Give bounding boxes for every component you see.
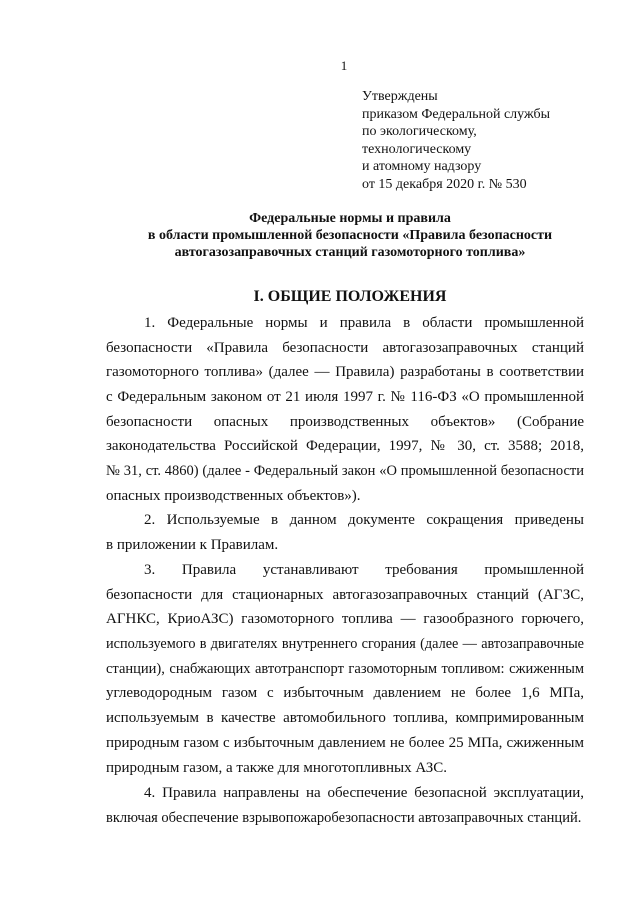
page-number: 1	[340, 58, 348, 73]
approval-line: от 15 декабря 2020 г. № 530	[362, 176, 527, 192]
paragraph-line: станции), снабжающих автотранспорт газомоторным топливом: сжиженным	[106, 660, 584, 677]
section-heading: I. ОБЩИЕ ПОЛОЖЕНИЯ	[253, 288, 447, 305]
paragraph-line: 3. Правила устанавливают требования промышленной	[144, 562, 584, 578]
paragraph-line: с Федеральным законом от 21 июля 1997 г. № 116-ФЗ «О промышленной	[106, 389, 584, 406]
paragraph-line: безопасности для стационарных автогазозаправочных станций (АГЗС,	[106, 586, 584, 603]
paragraph-line: 2. Используемые в данном документе сокращения приведены	[144, 512, 584, 528]
paragraph-line: 1. Федеральные нормы и правила в области промышленной	[144, 315, 584, 331]
paragraph-4	[106, 781, 584, 830]
document-title	[100, 210, 600, 261]
paragraph-line: углеводородным газом с избыточным давлением не более 1,6 МПа,	[106, 685, 584, 702]
paragraph-line: безопасности опасных производственных объектов» (Собрание	[106, 413, 584, 430]
paragraph-line: № 31, ст. 4860) (далее - Федеральный закон «О промышленной безопасности	[106, 463, 584, 480]
approval-line: и атомному надзору	[362, 159, 482, 174]
approval-line: приказом Федеральной службы	[362, 106, 550, 122]
approval-block	[362, 88, 602, 193]
paragraph-line: безопасности «Правила безопасности автогазозаправочных станций	[106, 339, 584, 356]
paragraph-line: используемым в качестве автомобильного топлива, компримированным	[106, 710, 584, 727]
paragraph-line: опасных производственных объектов»).	[106, 487, 361, 504]
approval-line: технологическому	[362, 141, 472, 157]
paragraph-line: АГНКС, КриоАЗС) газомоторного топлива — газообразного горючего,	[106, 611, 584, 628]
paragraph-1	[106, 311, 584, 509]
paragraph-line: 4. Правила направлены на обеспечение безопасной эксплуатации,	[144, 785, 584, 801]
paragraph-line: природным газом, а также для многотопливных АЗС.	[106, 759, 448, 776]
title-line: Федеральные нормы и правила	[249, 211, 451, 226]
approval-line: по экологическому,	[362, 124, 477, 139]
paragraph-line: используемого в двигателях внутреннего сгорания (далее — автозаправочные	[106, 636, 584, 653]
paragraph-line: природным газом с избыточным давлением не более 25 МПа, сжиженным	[106, 734, 584, 751]
title-line: в области промышленной безопасности «Правила безопасности	[147, 228, 553, 243]
paragraph-line: законодательства Российской Федерации, 1997, № 30, ст. 3588; 2018,	[106, 438, 584, 455]
paragraph-line: включая обеспечение взрывопожаробезопасности автозаправочных станций.	[106, 809, 582, 826]
title-line: автогазозаправочных станций газомоторного топлива»	[174, 245, 526, 260]
paragraph-2	[106, 508, 584, 557]
approval-line: Утверждены	[362, 89, 438, 104]
paragraph-3	[106, 558, 584, 780]
paragraph-line: газомоторного топлива» (далее — Правила) разработаны в соответствии	[106, 364, 584, 381]
paragraph-line: в приложении к Правилам.	[106, 536, 279, 553]
